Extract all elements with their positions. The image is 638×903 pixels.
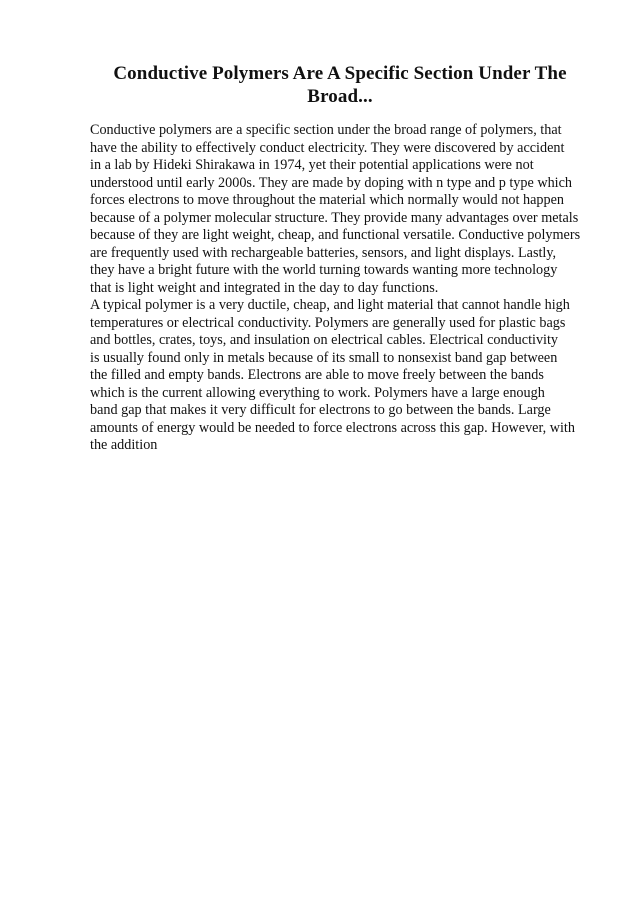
document-title	[90, 62, 590, 108]
body-line: in a lab by Hideki Shirakawa in 1974, yet their potential applications were not	[90, 157, 534, 173]
body-line: temperatures or electrical conductivity. Polymers are generally used for plastic bags	[90, 314, 566, 331]
body-line: have the ability to effectively conduct electricity. They were discovered by accident	[90, 139, 565, 156]
body-line: because of they are light weight, cheap, and functional versatile. Conductive polymers	[90, 227, 581, 243]
body-line: forces electrons to move throughout the material which normally would not happen	[90, 192, 564, 208]
body-line: is usually found only in metals because of its small to nonsexist band gap between	[90, 349, 558, 366]
title-line: Broad...	[307, 86, 373, 107]
body-line: are frequently used with rechargeable batteries, sensors, and light displays. Lastly,	[90, 244, 557, 261]
body-line: amounts of energy would be needed to force electrons across this gap. However, with	[90, 419, 575, 436]
body-line: and bottles, crates, toys, and insulation on electrical cables. Electrical conductivity	[90, 332, 559, 348]
body-line: understood until early 2000s. They are made by doping with n type and p type which	[90, 174, 573, 191]
body-line: A typical polymer is a very ductile, cheap, and light material that cannot handle high	[90, 297, 570, 313]
title-line: Conductive Polymers Are A Specific Section Under The	[113, 63, 567, 84]
body-line: that is light weight and integrated in the day to day functions.	[90, 279, 439, 296]
body-line: Conductive polymers are a specific section under the broad range of polymers, that	[90, 122, 562, 138]
body-line: they have a bright future with the world turning towards wanting more technology	[90, 262, 558, 278]
body-line: which is the current allowing everything to work. Polymers have a large enough	[90, 384, 545, 401]
body-line: the filled and empty bands. Electrons are able to move freely between the bands	[90, 367, 544, 383]
body-line: the addition	[90, 437, 158, 453]
body-line: because of a polymer molecular structure. They provide many advantages over metals	[90, 209, 579, 226]
body-line: band gap that makes it very difficult for electrons to go between the bands. Large	[90, 402, 551, 418]
document-body	[90, 122, 592, 455]
